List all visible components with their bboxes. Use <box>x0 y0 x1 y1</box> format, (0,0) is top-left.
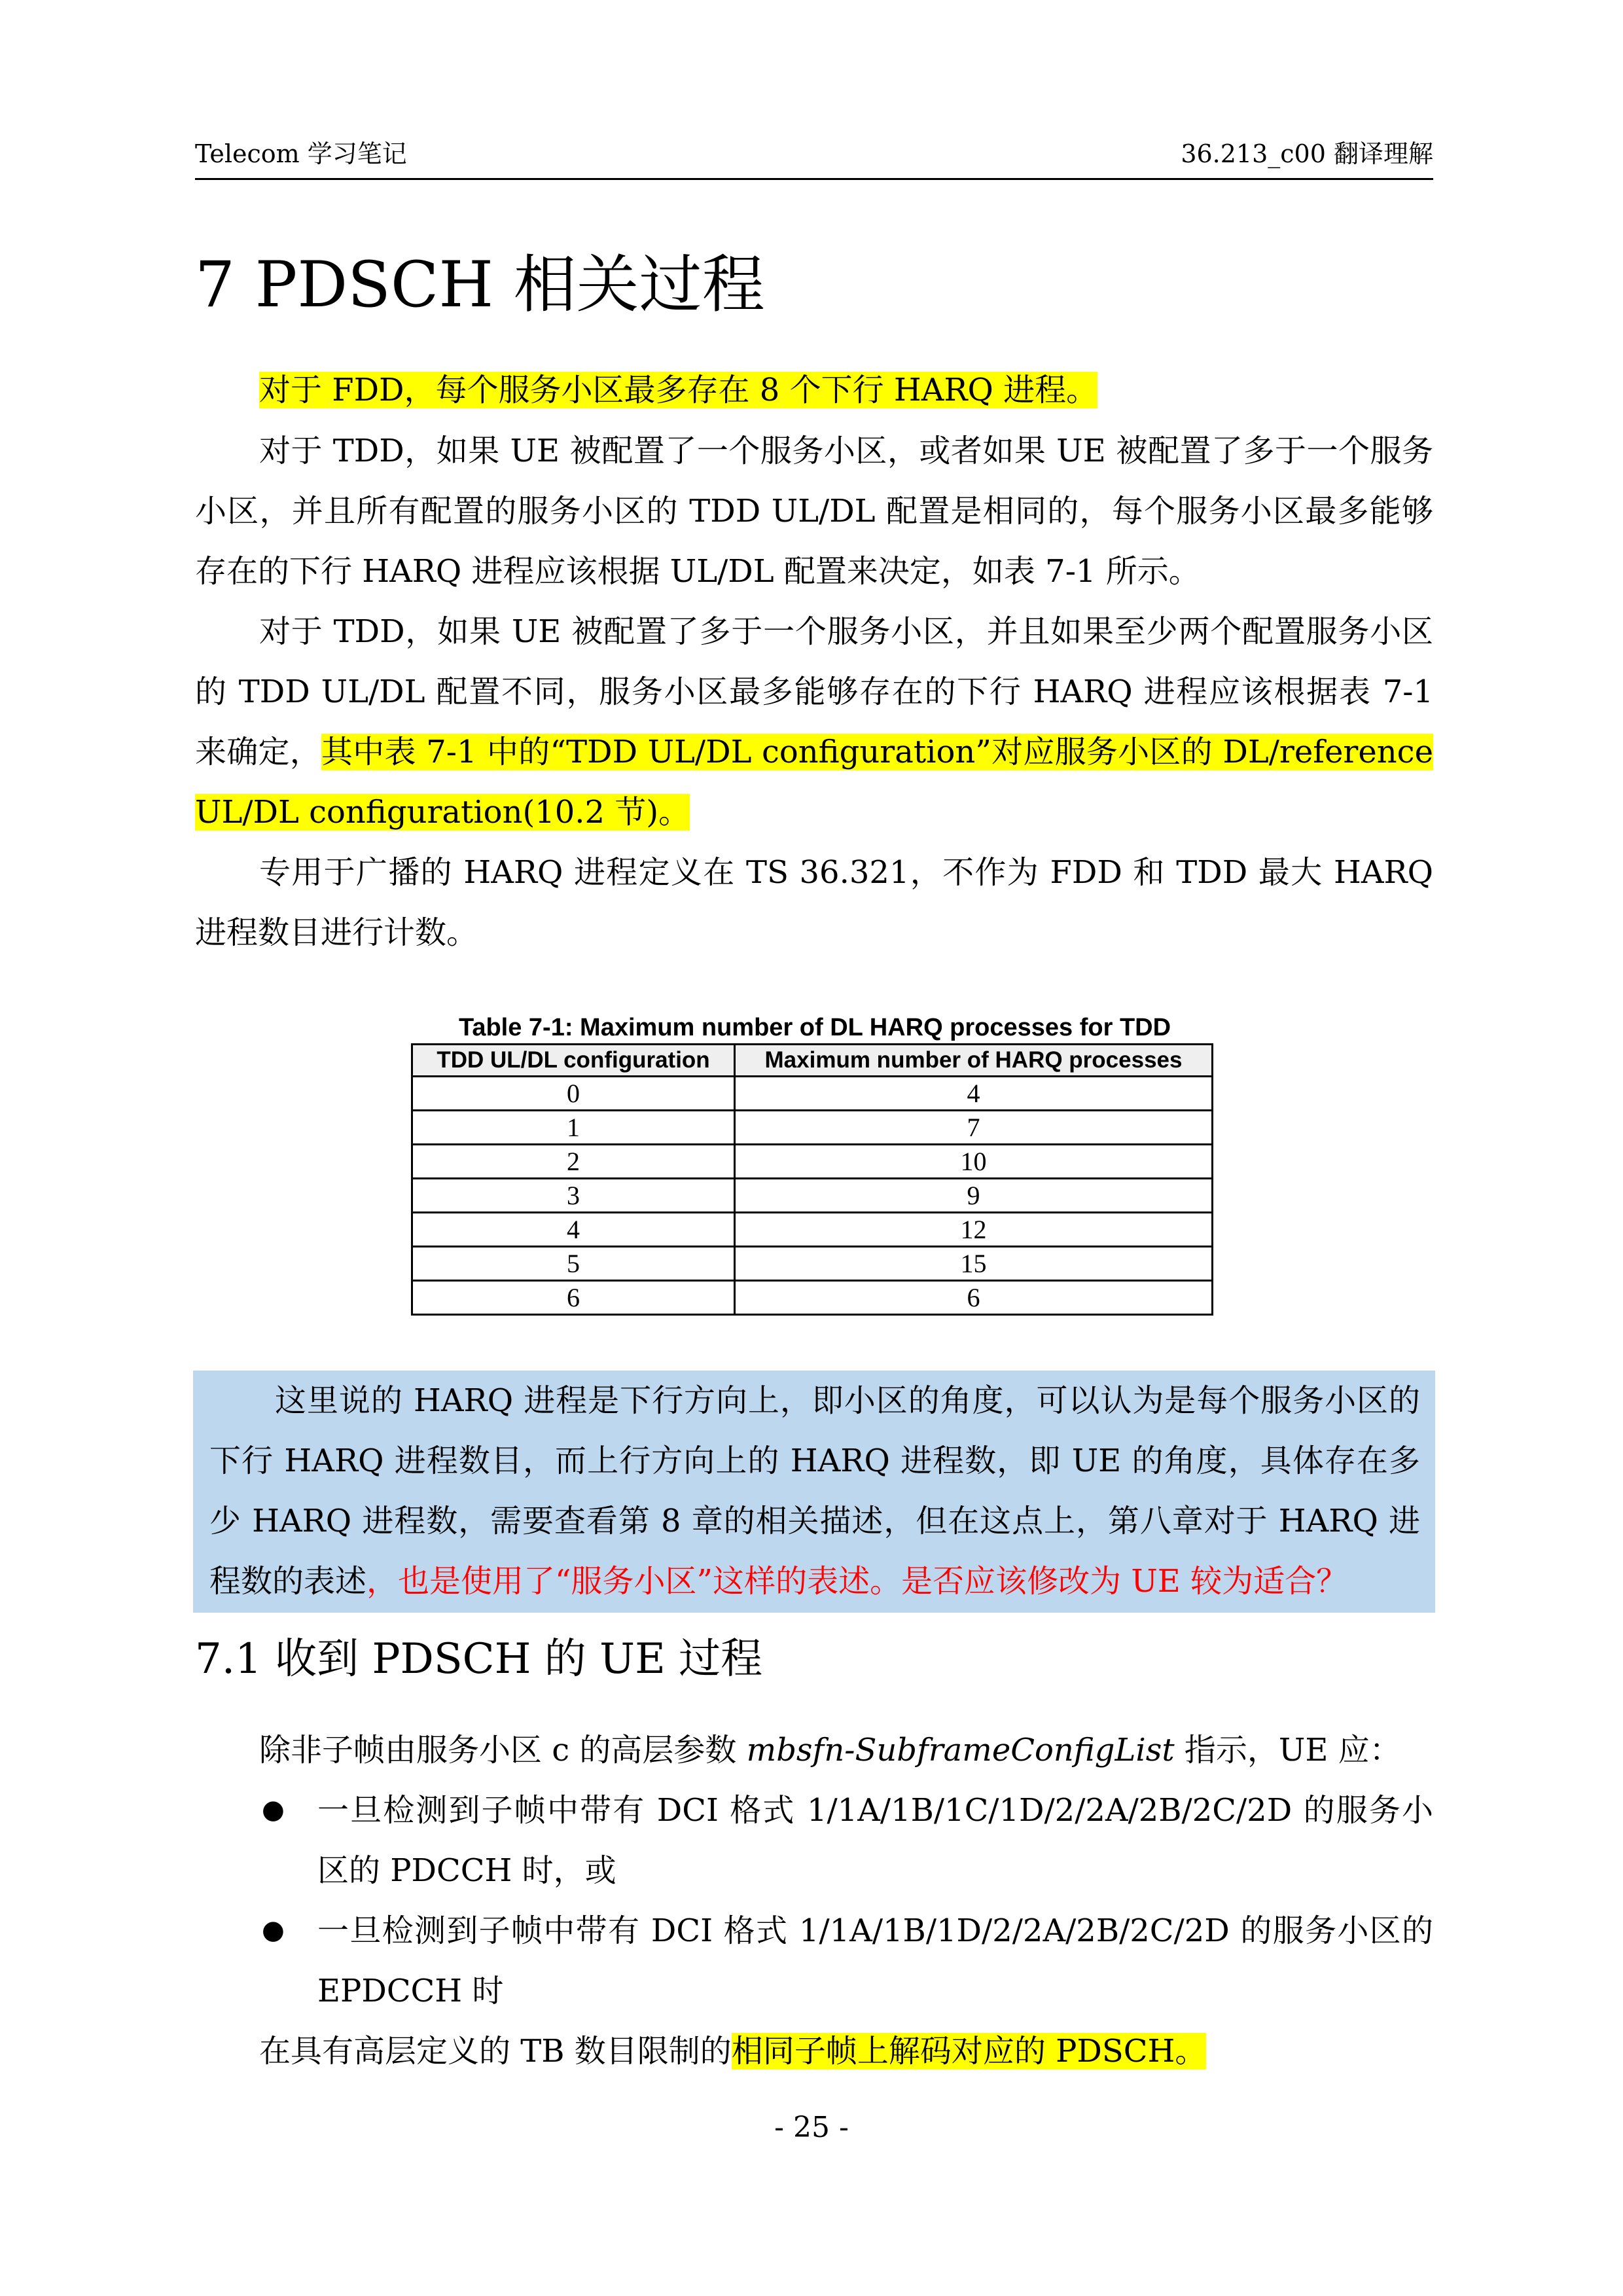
note-text-red: ，也是使用了“服务小区”这样的表述。是否应该修改为 UE 较为适合？ <box>366 1563 1348 1600</box>
table-cell-max: 12 <box>735 1213 1213 1247</box>
table-cell-max: 7 <box>735 1111 1213 1145</box>
table-caption: Table 7-1: Maximum number of DL HARQ processes for TDD <box>458 1014 1171 1041</box>
page-number: - 25 - <box>774 2111 849 2144</box>
table-row <box>412 1247 1213 1281</box>
subsection-closing <box>195 2021 1433 2081</box>
bullet-item-pdcch: 一旦检测到子帧中带有 DCI 格式 1/1A/1B/1C/1D/2/2A/2B/2C/2D 的服务小区的 PDCCH 时，或 <box>317 1792 1433 1889</box>
bullet-item-epdcch: 一旦检测到子帧中带有 DCI 格式 1/1A/1B/1D/2/2A/2B/2C/2D 的服务小区的 EPDCCH 时 <box>317 1912 1433 2009</box>
table-cell-config: 1 <box>412 1111 735 1145</box>
highlight-fdd: 对于 FDD，每个服务小区最多存在 8 个下行 HARQ 进程。 <box>259 372 1098 408</box>
table-row <box>412 1213 1213 1247</box>
header-left: Telecom 学习笔记 <box>195 139 407 168</box>
table-cell-max: 4 <box>735 1077 1213 1111</box>
section-title: 7 PDSCH 相关过程 <box>195 248 765 321</box>
harq-table <box>411 1043 1213 1316</box>
table-cell-config: 2 <box>412 1145 735 1179</box>
table-row <box>412 1145 1213 1179</box>
header-rule <box>195 178 1433 180</box>
closing-text: 在具有高层定义的 TB 数目限制的 <box>259 2033 732 2070</box>
table-cell-config: 3 <box>412 1179 735 1213</box>
note-text <box>209 1371 1420 1611</box>
table-cell-config: 0 <box>412 1077 735 1111</box>
table-cell-max: 6 <box>735 1281 1213 1315</box>
table-row <box>412 1077 1213 1111</box>
table-row <box>412 1111 1213 1145</box>
table-cell-config: 4 <box>412 1213 735 1247</box>
highlight-closing: 相同子帧上解码对应的 PDSCH。 <box>731 2033 1207 2070</box>
subsection-intro <box>195 1720 1433 1780</box>
paragraph-tdd-single: 对于 TDD，如果 UE 被配置了一个服务小区，或者如果 UE 被配置了多于一个服务小区，并且所有配置的服务小区的 TDD UL/DL 配置是相同的，每个服务小区最多能够存在的下行 HARQ 进程应该根据 UL/DL 配置来决定，如表 7-1 所示。 <box>195 433 1433 590</box>
subsection-title: 7.1 收到 PDSCH 的 UE 过程 <box>195 1635 763 1683</box>
table-cell-max: 9 <box>735 1179 1213 1213</box>
paragraph-fdd <box>195 360 1433 420</box>
paragraph-tdd-multi <box>195 601 1433 842</box>
table-cell-config: 6 <box>412 1281 735 1315</box>
bullet-icon: ● <box>262 1795 285 1825</box>
table-row <box>412 1281 1213 1315</box>
bullet-icon: ● <box>262 1915 285 1945</box>
intro-text-pre: 除非子帧由服务小区 c 的高层参数 <box>259 1732 747 1768</box>
table-cell-config: 5 <box>412 1247 735 1281</box>
note-text-black: 这里说的 HARQ 进程是下行方向上，即小区的角度，可以认为是每个服务小区的下行 HARQ 进程数目，而上行方向上的 HARQ 进程数，即 UE 的角度，具体存在多少 HARQ 进程数，需要查看第 8 章的相关描述，但在这点上，第八章对于 HARQ 进程数的表述 <box>209 1382 1420 1600</box>
table-row <box>412 1179 1213 1213</box>
paragraph-broadcast: 专用于广播的 HARQ 进程定义在 TS 36.321，不作为 FDD 和 TDD 最大 HARQ 进程数目进行计数。 <box>195 854 1433 951</box>
highlight-tdd-config: 其中表 7-1 中的“TDD UL/DL configuration”对应服务小区的 DL/reference UL/DL configuration(10.2 节)。 <box>195 734 1433 831</box>
paragraph-tdd-multi-text: 对于 TDD，如果 UE 被配置了多于一个服务小区，并且如果至少两个配置服务小区的 TDD UL/DL 配置不同，服务小区最多能够存在的下行 HARQ 进程应该根据表 7-1 来确定， <box>195 613 1433 770</box>
intro-parameter: mbsfn-SubframeConfigList <box>746 1732 1175 1768</box>
table-header-row <box>412 1045 1213 1077</box>
table-cell-max: 10 <box>735 1145 1213 1179</box>
table-header-config: TDD UL/DL configuration <box>412 1045 735 1077</box>
table-cell-max: 15 <box>735 1247 1213 1281</box>
table-header-max: Maximum number of HARQ processes <box>735 1045 1213 1077</box>
intro-text-post: 指示，UE 应： <box>1174 1732 1401 1768</box>
header-right: 36.213_c00 翻译理解 <box>1181 139 1433 168</box>
